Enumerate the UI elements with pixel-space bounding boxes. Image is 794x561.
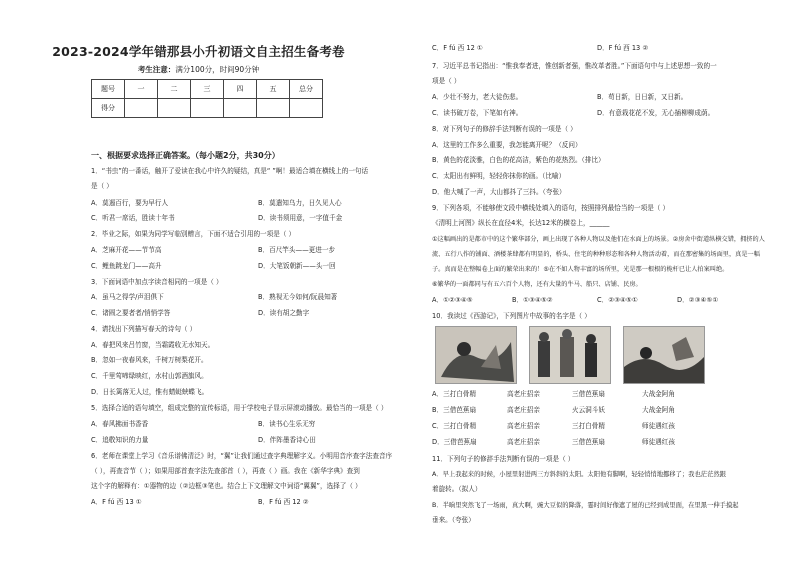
picture-3-drawing	[624, 327, 704, 383]
answer-cell: 高老庄招亲	[507, 406, 540, 414]
right-page	[397, 0, 794, 561]
option-line: D．读书须用意，一字值千金	[258, 214, 343, 222]
option-line: B．①③④⑤②	[512, 296, 553, 304]
question-line: 10．我读过《西游记》，下列图片中故事的名字是（ ）	[432, 312, 591, 320]
answer-cell: 大战金阿角	[642, 406, 675, 414]
option-line: B．黄色的花淡雅，白色的花高洁，紫色的花热烈。（排比）	[432, 156, 605, 164]
option-line: A．早上我起来的时候，小屋里射进两三方斜斜的太阳。太阳他有脚啊，轻轻悄悄地挪移了；我也茫茫然跟	[432, 471, 726, 478]
picture-2-drawing	[530, 327, 610, 383]
option-line: 着旋转。（拟人）	[432, 485, 482, 493]
exam-title: 2023-2024学年错那县小升初语文自主招生备考卷	[52, 44, 345, 59]
option-line: B．半晌里突然飞了一场雨，真大啊，豌大豆似的降落，霎时间好像遮了屋的已经到成里面，在里黑一伸手摸起	[432, 502, 739, 509]
question-line: 11．下列句子的修辞手法判断有误的一项是（ ）	[432, 455, 575, 463]
option-line: D．F fú 西 13 ②	[597, 44, 649, 52]
answer-cell: 三借芭蕉扇	[572, 438, 605, 446]
option-line: B．三借芭蕉扇	[432, 406, 477, 414]
option-line: A．①②③④⑤	[432, 296, 473, 304]
exam-notice	[0, 64, 397, 75]
option-line: B．读书心生乐无穷	[258, 420, 316, 428]
option-line: C．②③④⑤①	[597, 296, 638, 304]
option-line: C．太阳出有鲜明，轻轻你抹你的画。（比喻）	[432, 172, 566, 180]
option-line: B．苟日新，日日新，又日新。	[597, 93, 688, 101]
option-line: D．读有胡之勤字	[258, 309, 310, 317]
option-line: B．莫遣知乌力，日久见人心	[258, 199, 342, 207]
score-header-cell: 总分	[290, 80, 323, 99]
passage-line: ①这幅画出的是都市中的这个繁华部分，画上出现了各种人物以及他们在水面上的场景。②房舍中街道纵横交错，拥挤的人	[432, 236, 765, 243]
score-header-cell: 三	[191, 80, 224, 99]
question-line: 4．请找出下列描写春天的诗句（ ）	[91, 325, 197, 333]
score-header-cell: 一	[125, 80, 158, 99]
option-line: A．三打白骨精	[432, 390, 477, 398]
option-line: C．三打白骨精	[432, 422, 477, 430]
answer-cell: 三借芭蕉扇	[572, 390, 605, 398]
score-header-cell: 四	[224, 80, 257, 99]
passage-line: 子。真而是在整幅卷上面的繁荣出来的！⑤在不如人物丰富的场所里，光是那一根根的桅杆已让人拍案叫绝。	[432, 266, 729, 273]
option-line: D．三借芭蕉扇	[432, 438, 477, 446]
question-line: 1．“书虫”的一番话，触开了爱读在我心中许久的疑结，真是“ ”啊！最适合填在横线上的一句话	[91, 167, 369, 175]
passage-line: 《清明上河图》纵长在直径4米，长达12米的横卷上，______	[432, 219, 610, 227]
score-cell[interactable]	[158, 99, 191, 118]
notice-text: 满分100分，时间90分钟	[175, 65, 260, 74]
option-line: A．这里的工作多么重要，我怎能离开呢？（反问）	[432, 141, 582, 149]
option-line: A．芝麻开花——节节高	[91, 246, 162, 254]
score-cell[interactable]	[257, 99, 290, 118]
passage-line: ⑥繁华的一面都同与有五六百个人物，还有大量的牛马、船只、店铺、民房。	[432, 281, 642, 288]
answer-cell: 师徒遇红孩	[642, 422, 675, 430]
score-header-cell: 题号	[92, 80, 125, 99]
answer-cell: 高老庄招亲	[507, 438, 540, 446]
option-line: C．千里莺啼绿映红，水村山郭酒旗风。	[91, 372, 208, 380]
option-line: B．忽如一夜春风来，千树万树梨花开。	[91, 356, 208, 364]
journey-west-picture-3	[623, 326, 705, 384]
journey-west-picture-1	[435, 326, 517, 384]
option-line: D．大笔饭朝新——头一回	[258, 262, 336, 270]
option-line: C．追敬知识的力量	[91, 436, 149, 444]
notice-label: 考生注意：	[137, 65, 176, 74]
answer-cell: 三打白骨精	[572, 422, 605, 430]
journey-west-picture-2	[529, 326, 611, 384]
question-line: 9．下列各项，不能够使文段中横线处填入的语句，按照排列最恰当的一项是（ ）	[432, 204, 670, 212]
question-line: 3．下面词语中加点字读音相同的一项是（ ）	[91, 278, 223, 286]
option-line: A．F fú 西 13 ①	[91, 498, 142, 506]
score-cell[interactable]	[224, 99, 257, 118]
score-header-cell: 二	[158, 80, 191, 99]
option-line: D．日长篱落无人过，惟有蜻蜓蛱蝶飞。	[91, 388, 209, 396]
answer-cell: 火云洞斗妖	[572, 406, 605, 414]
option-line: D．伴阵墨香诗心田	[258, 436, 316, 444]
question-line: 8．对下列句子的修辞手法判断有误的一项是（ ）	[432, 125, 577, 133]
section-heading: 一、根据要求选择正确答案。（每小题2分，共30分）	[91, 151, 280, 160]
option-line: A．莫遏百行，要为早行人	[91, 199, 169, 207]
question-line: 2．毕业之际，如果为同学写临别赠言，下面不适合引用的一项是（ ）	[91, 230, 296, 238]
question-line: 7．习近平总书记指出：“惟我奉者进，惟创新者强，惟改革者胜。”下面语句中与上述思想一致的一	[432, 62, 717, 70]
option-line: D．他大喊了一声，大山都抖了三抖。（夸张）	[432, 188, 566, 196]
answer-cell: 高老庄招亲	[507, 422, 540, 430]
option-line: D．有意栽花花不发，无心插柳柳成荫。	[597, 109, 715, 117]
score-cell[interactable]	[125, 99, 158, 118]
option-line: C．F fú 西 12 ①	[432, 44, 483, 52]
question-line: （ ），再查音节（ ）；如果用部首查字法先查部首（ ），再查（ ）画。我在《新华字典》查到	[91, 467, 360, 475]
score-cell[interactable]	[290, 99, 323, 118]
answer-cell: 师徒遇红孩	[642, 438, 675, 446]
option-line: A．虽马之得学/声泪俱下	[91, 293, 164, 301]
question-line: 项是（ ）	[432, 77, 461, 85]
question-line: 6．老师在课堂上学习《音乐谱佛清泛》时，“翼”让我们通过查字典理解字义。小明用音序查字法查音序	[91, 452, 393, 460]
passage-line: 流、五行八作的铺面、酒楼茶肆都有明显的，桥头、住宅的种种形态和各种人物活动着，而在那密集的场面里，真是一幅	[432, 251, 760, 258]
option-line: C．听君一席话，胜读十年书	[91, 214, 175, 222]
score-header-cell: 五	[257, 80, 290, 99]
score-header-row	[92, 80, 323, 99]
score-table	[91, 79, 323, 118]
score-row	[92, 99, 323, 118]
option-line: A．春风拂面书香香	[91, 420, 149, 428]
option-line: 垂来。（夸张）	[432, 516, 475, 524]
picture-1-drawing	[436, 327, 516, 383]
option-line: A．少壮不努力，老大徒伤悲。	[432, 93, 523, 101]
option-line: C．诸圆之要者者/悄悄学答	[91, 309, 171, 317]
score-cell[interactable]	[191, 99, 224, 118]
option-line: C．鲤鱼跳龙门——高升	[91, 262, 162, 270]
question-line: 是（ ）	[91, 182, 113, 190]
question-line: 5．选择合适的语句填空，组成完整的宣传标语，用于学校电子显示屏滚动播放。最恰当的一项是（ ）	[91, 404, 388, 412]
answer-cell: 大战金阿角	[642, 390, 675, 398]
answer-cell: 高老庄招亲	[507, 390, 540, 398]
option-line: B．F fú 西 12 ②	[258, 498, 309, 506]
option-line: A．春把风来吕竹窗，当霜霞收无水知天。	[91, 341, 215, 349]
option-line: C．读书破万卷，下笔如有神。	[432, 109, 523, 117]
question-line: 这个字的解释有：①器物的边（②边框③笔也。结合上下文理解文中词语“翼翼”，选择了（ ）	[91, 482, 362, 490]
option-line: B．熟视无今如何/阮晨知著	[258, 293, 338, 301]
option-line: D．②③④⑤①	[677, 296, 719, 304]
score-row-label: 得分	[92, 99, 125, 118]
option-line: B．百尺竿头——更进一步	[258, 246, 336, 254]
